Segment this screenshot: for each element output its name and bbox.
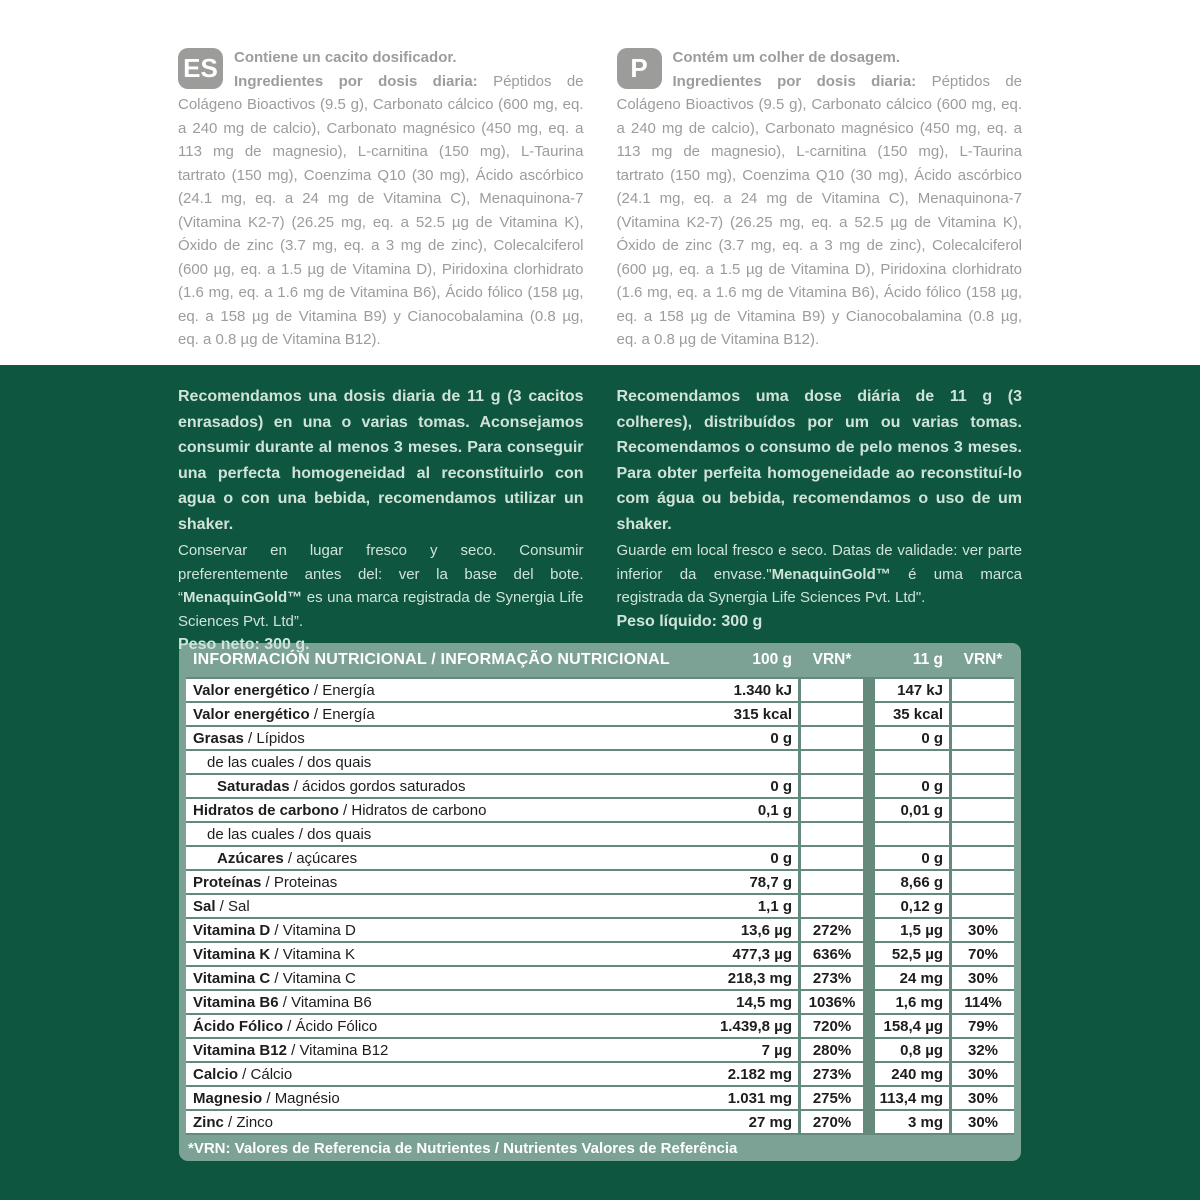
language-badge-pt: P	[617, 48, 662, 89]
value-100g: 477,3 µg	[732, 945, 792, 963]
vrn-11g	[952, 871, 1014, 893]
value-11g: 24 mg	[875, 967, 949, 989]
value-100g: 14,5 mg	[736, 993, 792, 1011]
value-11g: 0,8 µg	[875, 1039, 949, 1061]
brand-name-es: MenaquinGold™	[183, 589, 303, 606]
recommendation-es	[178, 384, 584, 653]
value-11g: 0,12 g	[875, 895, 949, 917]
recommendations-row	[0, 365, 1200, 653]
nutrient-name: Vitamina K / Vitamina K	[193, 945, 356, 963]
nutrition-rows	[186, 677, 1014, 1135]
nutrient-name-cell	[186, 919, 798, 941]
nutrient-name-cell	[186, 823, 798, 845]
ingredients-column-pt	[617, 46, 1023, 365]
nutrient-name: Valor energético / Energía	[193, 705, 375, 723]
vrn-100g	[801, 679, 863, 701]
brand-name-pt: MenaquinGold™	[771, 565, 891, 583]
column-header-vrn-100g: VRN*	[812, 651, 852, 668]
value-100g: 78,7 g	[749, 873, 792, 891]
table-row	[186, 991, 1014, 1013]
nutrient-name-cell	[186, 1111, 798, 1133]
dose-recommendation-pt: Recomendamos uma dose diária de 11 g (3 colheres), distribuídos por um ou varias tomas. Recomendamos o consumo de pelo menos 3 meses. Para obter perfeita homogeneidade ao reconstituí-lo com água ou bebida, recomendamos o uso de um shaker.	[616, 388, 1022, 533]
value-11g: 8,66 g	[875, 871, 949, 893]
vrn-11g: 32%	[952, 1039, 1014, 1061]
storage-note-pt	[617, 539, 1023, 610]
nutrient-name: Calcio / Cálcio	[193, 1065, 293, 1083]
nutrient-name: Vitamina B12 / Vitamina B12	[193, 1041, 389, 1059]
table-row	[186, 1015, 1014, 1037]
vrn-11g: 30%	[952, 1087, 1014, 1109]
green-section	[0, 365, 1200, 1200]
value-100g: 7 µg	[761, 1041, 792, 1059]
table-row	[186, 679, 1014, 701]
contains-line-pt: Contém um colher de dosagem.	[672, 49, 901, 66]
nutrient-name: Magnesio / Magnésio	[193, 1089, 340, 1107]
value-11g: 1,6 mg	[875, 991, 949, 1013]
table-row	[186, 823, 1014, 845]
value-100g: 1,1 g	[757, 897, 792, 915]
column-header-100g: 100 g	[752, 651, 792, 668]
table-row	[186, 727, 1014, 749]
ingredients-body-pt: Péptidos de Colágeno Bioactivos (9.5 g), Carbonato cálcico (600 mg, eq. a 240 mg de calcio), Carbonato magnésico (450 mg, eq. a 113 mg de magnesio), L-carnitina (150 mg), L-Taurina tartrato (150 mg), Coenzima Q10 (30 mg), Ácido ascórbico (24.1 mg, eq. a 24 mg de Vitamina C), Menaquinona-7 (Vitamina K2-7) (26.25 mg, eq. a 52.5 µg de Vitamina K), Óxido de zinc (3.7 mg, eq. a 3 mg de zinc), Colecalciferol (600 µg, eq. a 1.5 µg de Vitamina D), Piridoxina clorhidrato (1.6 mg, eq. a 1.6 mg de Vitamina B6), Ácido fólico (158 µg, eq. a 158 µg de Vitamina B9) y Cianocobalamina (0.8 µg, eq. a 0.8 µg de Vitamina B12).	[616, 72, 1022, 348]
value-11g: 0,01 g	[875, 799, 949, 821]
vrn-100g	[801, 799, 863, 821]
value-11g: 0 g	[875, 775, 949, 797]
vrn-100g	[801, 895, 863, 917]
vrn-11g	[952, 823, 1014, 845]
nutrient-name-cell	[186, 775, 798, 797]
nutrient-name-cell	[186, 895, 798, 917]
vrn-11g: 114%	[952, 991, 1014, 1013]
net-weight-es: Peso neto: 300 g.	[178, 636, 310, 653]
table-row	[186, 919, 1014, 941]
ingredients-column-es	[178, 46, 584, 365]
table-row	[186, 1111, 1014, 1133]
value-100g: 27 mg	[748, 1113, 792, 1131]
vrn-11g	[952, 751, 1014, 773]
vrn-100g: 280%	[801, 1039, 863, 1061]
vrn-11g: 30%	[952, 1111, 1014, 1133]
nutrient-name-cell	[186, 679, 798, 701]
value-11g: 0 g	[875, 727, 949, 749]
value-100g: 1.031 mg	[727, 1089, 792, 1107]
trademark-note-pt: é uma marca registrada da Synergia Life Sciences Pvt. Ltd".	[616, 565, 1022, 606]
nutrient-name: Vitamina C / Vitamina C	[193, 969, 356, 987]
vrn-100g: 720%	[801, 1015, 863, 1037]
nutrient-name-cell	[186, 1015, 798, 1037]
value-11g: 240 mg	[875, 1063, 949, 1085]
nutrition-table	[179, 643, 1021, 1161]
vrn-100g	[801, 871, 863, 893]
table-row	[186, 775, 1014, 797]
vrn-11g	[952, 799, 1014, 821]
nutrient-name-cell	[186, 847, 798, 869]
vrn-11g	[952, 847, 1014, 869]
value-100g: 0 g	[770, 729, 792, 747]
vrn-11g	[952, 727, 1014, 749]
vrn-11g: 30%	[952, 967, 1014, 989]
table-row	[186, 1087, 1014, 1109]
table-row	[186, 1063, 1014, 1085]
value-11g	[875, 823, 949, 845]
value-100g: 0,1 g	[757, 801, 792, 819]
vrn-100g	[801, 823, 863, 845]
nutrient-name: Proteínas / Proteinas	[193, 873, 338, 891]
net-weight-pt: Peso líquido: 300 g	[616, 612, 763, 630]
value-100g: 0 g	[770, 777, 792, 795]
nutrient-name-cell	[186, 1087, 798, 1109]
table-row	[186, 871, 1014, 893]
table-row	[186, 943, 1014, 965]
vrn-11g: 79%	[952, 1015, 1014, 1037]
nutrient-name-cell	[186, 1039, 798, 1061]
nutrient-name: Ácido Fólico / Ácido Fólico	[193, 1017, 378, 1035]
vrn-100g: 270%	[801, 1111, 863, 1133]
vrn-11g	[952, 703, 1014, 725]
value-100g: 1.340 kJ	[733, 681, 792, 699]
ingredients-section	[0, 0, 1200, 365]
nutrient-name: Valor energético / Energía	[193, 681, 375, 699]
table-title-cell	[186, 651, 798, 669]
nutrient-name: Zinc / Zinco	[193, 1113, 274, 1131]
nutrient-name-cell	[186, 703, 798, 725]
vrn-11g: 30%	[952, 1063, 1014, 1085]
value-11g: 147 kJ	[875, 679, 949, 701]
nutrient-name: de las cuales / dos quais	[207, 753, 372, 771]
storage-text-es: Conservar en lugar fresco y seco. Consumir preferentemente antes del: ver la base del bote. “	[178, 542, 584, 606]
nutrient-name: Grasas / Lípidos	[193, 729, 305, 747]
value-100g: 13,6 µg	[740, 921, 792, 939]
table-row	[186, 751, 1014, 773]
nutrient-name-cell	[186, 943, 798, 965]
vrn-11g	[952, 679, 1014, 701]
value-11g: 1,5 µg	[875, 919, 949, 941]
nutrient-name: Saturadas / ácidos gordos saturados	[217, 777, 466, 795]
table-row	[186, 847, 1014, 869]
vrn-100g	[801, 727, 863, 749]
vrn-11g	[952, 775, 1014, 797]
vrn-100g	[801, 847, 863, 869]
table-row	[186, 799, 1014, 821]
value-100g: 2.182 mg	[727, 1065, 792, 1083]
value-11g	[875, 751, 949, 773]
ingredients-text-es	[178, 46, 584, 352]
value-11g: 35 kcal	[875, 703, 949, 725]
vrn-100g: 273%	[801, 1063, 863, 1085]
nutrient-name: de las cuales / dos quais	[207, 825, 372, 843]
ingredients-label-pt: Ingredientes por dosis diaria:	[672, 72, 917, 90]
table-row	[186, 703, 1014, 725]
value-11g: 3 mg	[875, 1111, 949, 1133]
storage-note-es	[178, 539, 584, 633]
nutrient-name-cell	[186, 967, 798, 989]
dose-recommendation-es: Recomendamos una dosis diaria de 11 g (3 cacitos enrasados) en una o varias tomas. Aconsejamos consumir durante al menos 3 meses. Para conseguir una perfecta homogeneidad al reconstituirlo con agua o con una bebida, recomendamos utilizar un shaker.	[178, 388, 584, 533]
storage-text-pt: Guarde em local fresco e seco. Datas de validade: ver parte inferior da envase."	[616, 542, 1022, 583]
nutrient-name-cell	[186, 751, 798, 773]
vrn-100g: 636%	[801, 943, 863, 965]
value-100g: 0 g	[770, 849, 792, 867]
value-100g: 315 kcal	[733, 705, 792, 723]
vrn-100g	[801, 775, 863, 797]
nutrient-name-cell	[186, 727, 798, 749]
table-row	[186, 967, 1014, 989]
nutrient-name-cell	[186, 991, 798, 1013]
ingredients-label-es: Ingredientes por dosis diaria:	[234, 72, 478, 90]
value-11g: 0 g	[875, 847, 949, 869]
nutrient-name: Hidratos de carbono / Hidratos de carbono	[193, 801, 487, 819]
recommendation-pt	[617, 384, 1023, 643]
vrn-footnote: *VRN: Valores de Referencia de Nutrientes / Nutrientes Valores de Referência	[188, 1139, 738, 1157]
vrn-100g: 272%	[801, 919, 863, 941]
nutrient-name: Azúcares / açúcares	[217, 849, 358, 867]
table-title: INFORMACIÓN NUTRICIONAL / INFORMAÇÃO NUTRICIONAL	[193, 651, 670, 668]
nutrient-name-cell	[186, 799, 798, 821]
column-header-11g: 11 g	[912, 651, 943, 668]
vrn-11g: 30%	[952, 919, 1014, 941]
table-row	[186, 1039, 1014, 1061]
column-header-vrn-11g: VRN*	[963, 651, 1003, 668]
value-11g: 52,5 µg	[875, 943, 949, 965]
ingredients-text-pt	[617, 46, 1023, 352]
vrn-100g: 1036%	[801, 991, 863, 1013]
nutrient-name-cell	[186, 871, 798, 893]
vrn-100g: 273%	[801, 967, 863, 989]
value-11g: 158,4 µg	[875, 1015, 949, 1037]
vrn-100g	[801, 703, 863, 725]
ingredients-body-es: Péptidos de Colágeno Bioactivos (9.5 g), Carbonato cálcico (600 mg, eq. a 240 mg de calcio), Carbonato magnésico (450 mg, eq. a 113 mg de magnesio), L-carnitina (150 mg), L-Taurina tartrato (150 mg), Coenzima Q10 (30 mg), Ácido ascórbico (24.1 mg, eq. a 24 mg de Vitamina C), Menaquinona-7 (Vitamina K2-7) (26.25 mg, eq. a 52.5 µg de Vitamina K), Óxido de zinc (3.7 mg, eq. a 3 mg de zinc), Colecalciferol (600 µg, eq. a 1.5 µg de Vitamina D), Piridoxina clorhidrato (1.6 mg, eq. a 1.6 mg de Vitamina B6), Ácido fólico (158 µg, eq. a 158 µg de Vitamina B9) y Cianocobalamina (0.8 µg, eq. a 0.8 µg de Vitamina B12).	[178, 72, 584, 348]
vrn-100g	[801, 751, 863, 773]
nutrient-name: Vitamina B6 / Vitamina B6	[193, 993, 372, 1011]
nutrient-name-cell	[186, 1063, 798, 1085]
nutrient-name: Vitamina D / Vitamina D	[193, 921, 356, 939]
value-100g: 1.439,8 µg	[719, 1017, 792, 1035]
language-badge-es: ES	[178, 48, 223, 89]
value-100g: 218,3 mg	[727, 969, 792, 987]
value-11g: 113,4 mg	[875, 1087, 949, 1109]
nutrient-name: Sal / Sal	[193, 897, 250, 915]
vrn-11g: 70%	[952, 943, 1014, 965]
vrn-11g	[952, 895, 1014, 917]
vrn-100g: 275%	[801, 1087, 863, 1109]
trademark-note-es: es una marca registrada de Synergia Life Sciences Pvt. Ltd”.	[178, 589, 584, 630]
table-row	[186, 895, 1014, 917]
contains-line-es: Contiene un cacito dosificador.	[234, 49, 457, 66]
